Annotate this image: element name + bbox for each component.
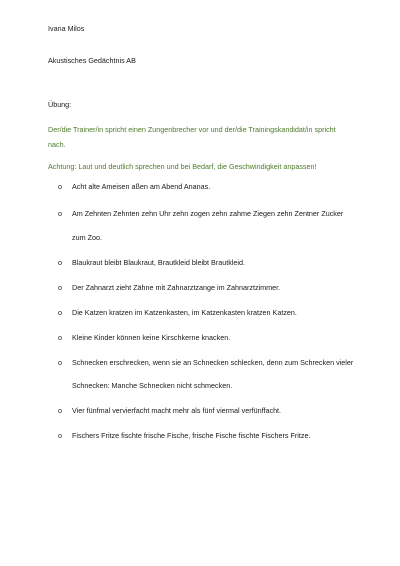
list-item-text: Vier fünfmal vervierfacht macht mehr als fünf viermal verfünffacht.: [72, 406, 282, 415]
list-item-text: Kleine Kinder können keine Kirschkerne knacken.: [72, 333, 231, 342]
author-name: Ivana Milos: [48, 24, 85, 33]
list-item-text: Die Katzen kratzen im Katzenkasten, im Katzenkasten kratzen Katzen.: [72, 308, 297, 317]
bullet-marker: o: [58, 283, 62, 292]
bullet-marker: o: [58, 431, 62, 440]
list-item-text: Blaukraut bleibt Blaukraut, Brautkleid bleibt Brautkleid.: [72, 258, 245, 267]
bullet-marker: o: [58, 182, 62, 191]
bullet-marker: o: [58, 308, 62, 317]
bullet-marker: o: [58, 333, 62, 342]
instruction-line-2: nach.: [48, 140, 66, 149]
bullet-marker: o: [58, 258, 62, 267]
list-item-text: Schnecken: Manche Schnecken nicht schmecken.: [72, 381, 233, 390]
list-item-text: zum Zoo.: [72, 233, 102, 242]
document-title: Akustisches Gedächtnis AB: [48, 56, 136, 65]
list-item-text: Der Zahnarzt zieht Zähne mit Zahnarztzange im Zahnarztzimmer.: [72, 283, 281, 292]
list-item-text: Schnecken erschrecken, wenn sie an Schnecken schlecken, denn zum Schrecken vieler: [72, 358, 354, 367]
instruction-note: Achtung: Laut und deutlich sprechen und bei Bedarf, die Geschwindigkeit anpassen!: [48, 162, 317, 171]
instruction-line-1: Der/die Trainer/in spricht einen Zungenbrecher vor und der/die Trainingskandidat/in spricht: [48, 125, 336, 134]
list-item-text: Fischers Fritze fischte frische Fische, frische Fische fischte Fischers Fritze.: [72, 431, 311, 440]
list-item-text: Am Zehnten Zehnten zehn Uhr zehn zogen zehn zahme Ziegen zehn Zentner Zucker: [72, 209, 344, 218]
exercise-label: Übung:: [48, 100, 72, 109]
bullet-marker: o: [58, 209, 62, 218]
list-item-text: Acht alte Ameisen aßen am Abend Ananas.: [72, 182, 211, 191]
bullet-marker: o: [58, 406, 62, 415]
bullet-marker: o: [58, 358, 62, 367]
